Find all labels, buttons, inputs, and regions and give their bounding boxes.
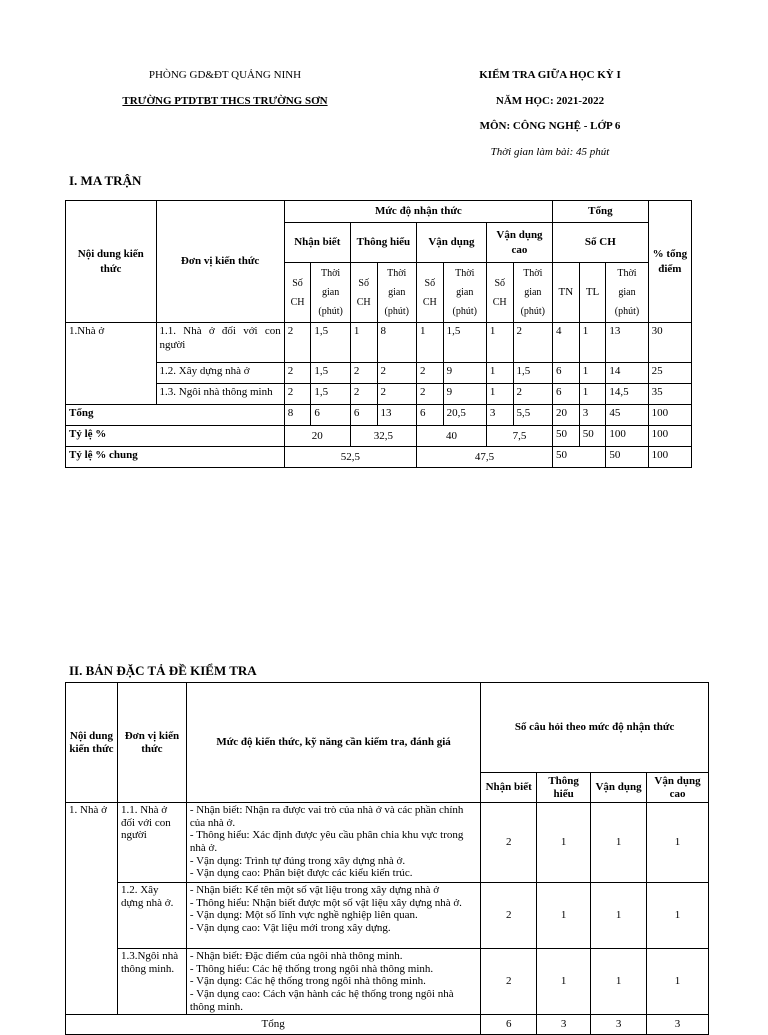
desc-line: - Vận dụng: Một số lĩnh vực nghề nghiệp liên quan. <box>189 909 418 922</box>
sub-so-ch: Số CH <box>417 263 444 323</box>
desc-cell <box>186 883 480 949</box>
count-cell: 2 <box>481 883 537 949</box>
value-cell: 4 <box>553 323 580 363</box>
count-cell: 2 <box>481 803 537 883</box>
exam-duration: Thời gian làm bài: 45 phút <box>490 146 610 158</box>
value-cell: 20 <box>284 426 350 447</box>
header-content: Nội dung kiến thức <box>66 683 118 803</box>
header-vd: Vận dụng <box>591 773 647 803</box>
value-cell: 20,5 <box>443 405 486 426</box>
sub-time: Thời gian (phút) <box>311 263 351 323</box>
desc-line: - Vận dụng cao: Cách vận hành các hệ thống trong ngôi nhà thông minh. <box>189 987 454 1013</box>
value-cell: 50 <box>606 447 648 468</box>
value-cell: 8 <box>284 405 311 426</box>
topic-cell: 1.Nhà ở <box>66 323 157 405</box>
desc-line: - Nhận biết: Nhận ra được vai trò của nhà ở và các phần chính của nhà ở. <box>189 804 464 829</box>
school-year: NĂM HỌC: 2021-2022 <box>495 95 605 107</box>
department-name: PHÒNG GD&ĐT QUẢNG NINH <box>148 69 302 81</box>
unit-cell: 1.1. Nhà ở đối với con người <box>117 803 186 883</box>
total-row <box>66 405 692 426</box>
value-cell: 13 <box>377 405 417 426</box>
value-cell: 1,5 <box>311 384 351 405</box>
unit-cell: 1.2. Xây dựng nhà ở. <box>117 883 186 949</box>
sub-so-ch: Số CH <box>284 263 311 323</box>
value-cell: 1 <box>350 323 377 363</box>
value-cell: 2 <box>513 323 553 363</box>
desc-line: - Vận dụng: Các hệ thống trong ngôi nhà thông minh. <box>189 975 426 988</box>
value-cell: 2 <box>417 363 444 384</box>
exam-title: KIỂM TRA GIỮA HỌC KỲ I <box>479 69 621 81</box>
desc-line: - Vận dụng: Trình tự đúng trong xây dựng nhà ở. <box>189 854 406 867</box>
header-count: Số câu hỏi theo mức độ nhận thức <box>481 683 709 773</box>
unit-cell: 1.3. Ngôi nhà thông minh <box>156 384 284 405</box>
value-cell: 100 <box>606 426 648 447</box>
unit-cell: 1.2. Xây dựng nhà ở <box>156 363 284 384</box>
count-cell: 6 <box>481 1015 537 1035</box>
header-soch: Số CH <box>553 223 649 263</box>
spec-table <box>65 682 709 1035</box>
count-cell: 3 <box>537 1015 591 1035</box>
sub-time: Thời gian (phút) <box>443 263 486 323</box>
header-nb: Nhận biết <box>284 223 350 263</box>
value-cell: 1 <box>486 363 513 384</box>
topic-cell: 1. Nhà ở <box>66 803 118 1015</box>
header-unit: Đơn vị kiến thức <box>117 683 186 803</box>
desc-cell <box>186 949 480 1015</box>
value-cell: 100 <box>648 426 691 447</box>
table-row <box>66 949 709 1015</box>
unit-cell: 1.1. Nhà ở đối với con người <box>156 323 284 363</box>
value-cell: 1 <box>579 323 606 363</box>
header-unit: Đơn vị kiến thức <box>156 201 284 323</box>
value-cell: 5,5 <box>513 405 553 426</box>
value-cell: 1,5 <box>513 363 553 384</box>
sub-tn: TN <box>553 263 580 323</box>
desc-line: - Nhận biết: Kể tên một số vật liệu trong xây dựng nhà ở <box>189 884 440 896</box>
value-cell: 2 <box>284 384 311 405</box>
sub-tl: TL <box>579 263 606 323</box>
table-row <box>66 803 709 883</box>
value-cell: 14,5 <box>606 384 648 405</box>
ratio-row <box>66 426 692 447</box>
total-label: Tổng <box>66 1015 481 1035</box>
value-cell: 3 <box>486 405 513 426</box>
count-cell: 1 <box>591 803 647 883</box>
value-cell: 100 <box>648 405 691 426</box>
value-cell: 2 <box>377 384 417 405</box>
value-cell: 6 <box>553 384 580 405</box>
value-cell: 6 <box>350 405 377 426</box>
section-title-spec: II. BẢN ĐẶC TẢ ĐỀ KIỂM TRA <box>69 663 257 678</box>
value-cell: 1 <box>579 384 606 405</box>
header-content: Nội dung kiến thức <box>66 201 157 323</box>
value-cell: 35 <box>648 384 691 405</box>
value-cell: 1,5 <box>311 323 351 363</box>
count-cell: 1 <box>647 949 709 1015</box>
value-cell: 20 <box>553 405 580 426</box>
sub-so-ch: Số CH <box>350 263 377 323</box>
value-cell: 1,5 <box>443 323 486 363</box>
value-cell: 1,5 <box>311 363 351 384</box>
value-cell: 1 <box>579 363 606 384</box>
value-cell: 2 <box>513 384 553 405</box>
count-cell: 2 <box>481 949 537 1015</box>
value-cell: 30 <box>648 323 691 363</box>
value-cell: 50 <box>553 426 580 447</box>
ratio-all-label: Tỷ lệ % chung <box>66 447 285 468</box>
header-th: Thông hiểu <box>350 223 416 263</box>
value-cell: 50 <box>579 426 606 447</box>
header-level: Mức độ nhận thức <box>284 201 552 223</box>
unit-cell: 1.3.Ngôi nhà thông minh. <box>117 949 186 1015</box>
sub-so-ch: Số CH <box>486 263 513 323</box>
sub-time: Thời gian (phút) <box>513 263 553 323</box>
value-cell: 1 <box>486 384 513 405</box>
value-cell: 1 <box>417 323 444 363</box>
total-row <box>66 1015 709 1035</box>
desc-cell <box>186 803 480 883</box>
desc-line: - Thông hiểu: Xác định được yêu cầu phân chia khu vực trong nhà ở. <box>189 829 464 854</box>
value-cell: 100 <box>648 447 691 468</box>
value-cell: 2 <box>350 384 377 405</box>
desc-line: - Thông hiểu: Các hệ thống trong ngôi nhà thông minh. <box>189 962 434 975</box>
table-row <box>66 323 692 363</box>
desc-line: - Nhận biết: Đặc điểm của ngôi nhà thông minh. <box>189 950 403 962</box>
value-cell: 2 <box>284 363 311 384</box>
header-vdc: Vận dụng cao <box>647 773 709 803</box>
value-cell: 2 <box>284 323 311 363</box>
value-cell: 8 <box>377 323 417 363</box>
value-cell: 32,5 <box>350 426 416 447</box>
value-cell: 3 <box>579 405 606 426</box>
header-percent: % tổng điểm <box>648 201 691 323</box>
matrix-table <box>65 200 692 468</box>
school-name: TRƯỜNG PTDTBT THCS TRƯỜNG SƠN <box>122 95 328 107</box>
desc-line: - Thông hiểu: Nhận biết được một số vật liệu xây dựng nhà ở. <box>189 896 462 909</box>
header-th: Thông hiểu <box>537 773 591 803</box>
value-cell: 6 <box>417 405 444 426</box>
total-label: Tổng <box>66 405 285 426</box>
value-cell: 52,5 <box>284 447 416 468</box>
value-cell: 7,5 <box>486 426 552 447</box>
count-cell: 1 <box>647 883 709 949</box>
value-cell: 2 <box>417 384 444 405</box>
value-cell: 6 <box>311 405 351 426</box>
table-row <box>66 883 709 949</box>
desc-line: - Vận dụng cao: Phân biệt được các kiểu kiến trúc. <box>189 867 413 880</box>
value-cell: 2 <box>377 363 417 384</box>
sub-time: Thời gian (phút) <box>377 263 417 323</box>
count-cell: 1 <box>591 949 647 1015</box>
ratio-label: Tỷ lệ % <box>66 426 285 447</box>
value-cell: 9 <box>443 384 486 405</box>
count-cell: 3 <box>591 1015 647 1035</box>
count-cell: 1 <box>647 803 709 883</box>
value-cell: 47,5 <box>417 447 553 468</box>
subject-title: MÔN: CÔNG NGHỆ - LỚP 6 <box>479 120 621 132</box>
value-cell: 45 <box>606 405 648 426</box>
count-cell: 1 <box>537 803 591 883</box>
count-cell: 3 <box>647 1015 709 1035</box>
header-nb: Nhận biết <box>481 773 537 803</box>
value-cell: 50 <box>553 447 606 468</box>
header-vdc: Vận dụng cao <box>486 223 552 263</box>
count-cell: 1 <box>537 883 591 949</box>
value-cell: 13 <box>606 323 648 363</box>
header-vd: Vận dụng <box>417 223 487 263</box>
value-cell: 25 <box>648 363 691 384</box>
value-cell: 1 <box>486 323 513 363</box>
ratio-all-row <box>66 447 692 468</box>
table-row <box>66 363 692 384</box>
value-cell: 2 <box>350 363 377 384</box>
value-cell: 9 <box>443 363 486 384</box>
section-title-matrix: I. MA TRẬN <box>69 173 142 188</box>
count-cell: 1 <box>591 883 647 949</box>
sub-time: Thời gian (phút) <box>606 263 648 323</box>
value-cell: 40 <box>417 426 487 447</box>
header-total: Tổng <box>553 201 649 223</box>
header-level-desc: Mức độ kiến thức, kỹ năng cần kiểm tra, đánh giá <box>186 683 480 803</box>
desc-line: - Vận dụng cao: Vật liệu mới trong xây dựng. <box>189 921 391 934</box>
value-cell: 6 <box>553 363 580 384</box>
value-cell: 14 <box>606 363 648 384</box>
table-row <box>66 384 692 405</box>
count-cell: 1 <box>537 949 591 1015</box>
